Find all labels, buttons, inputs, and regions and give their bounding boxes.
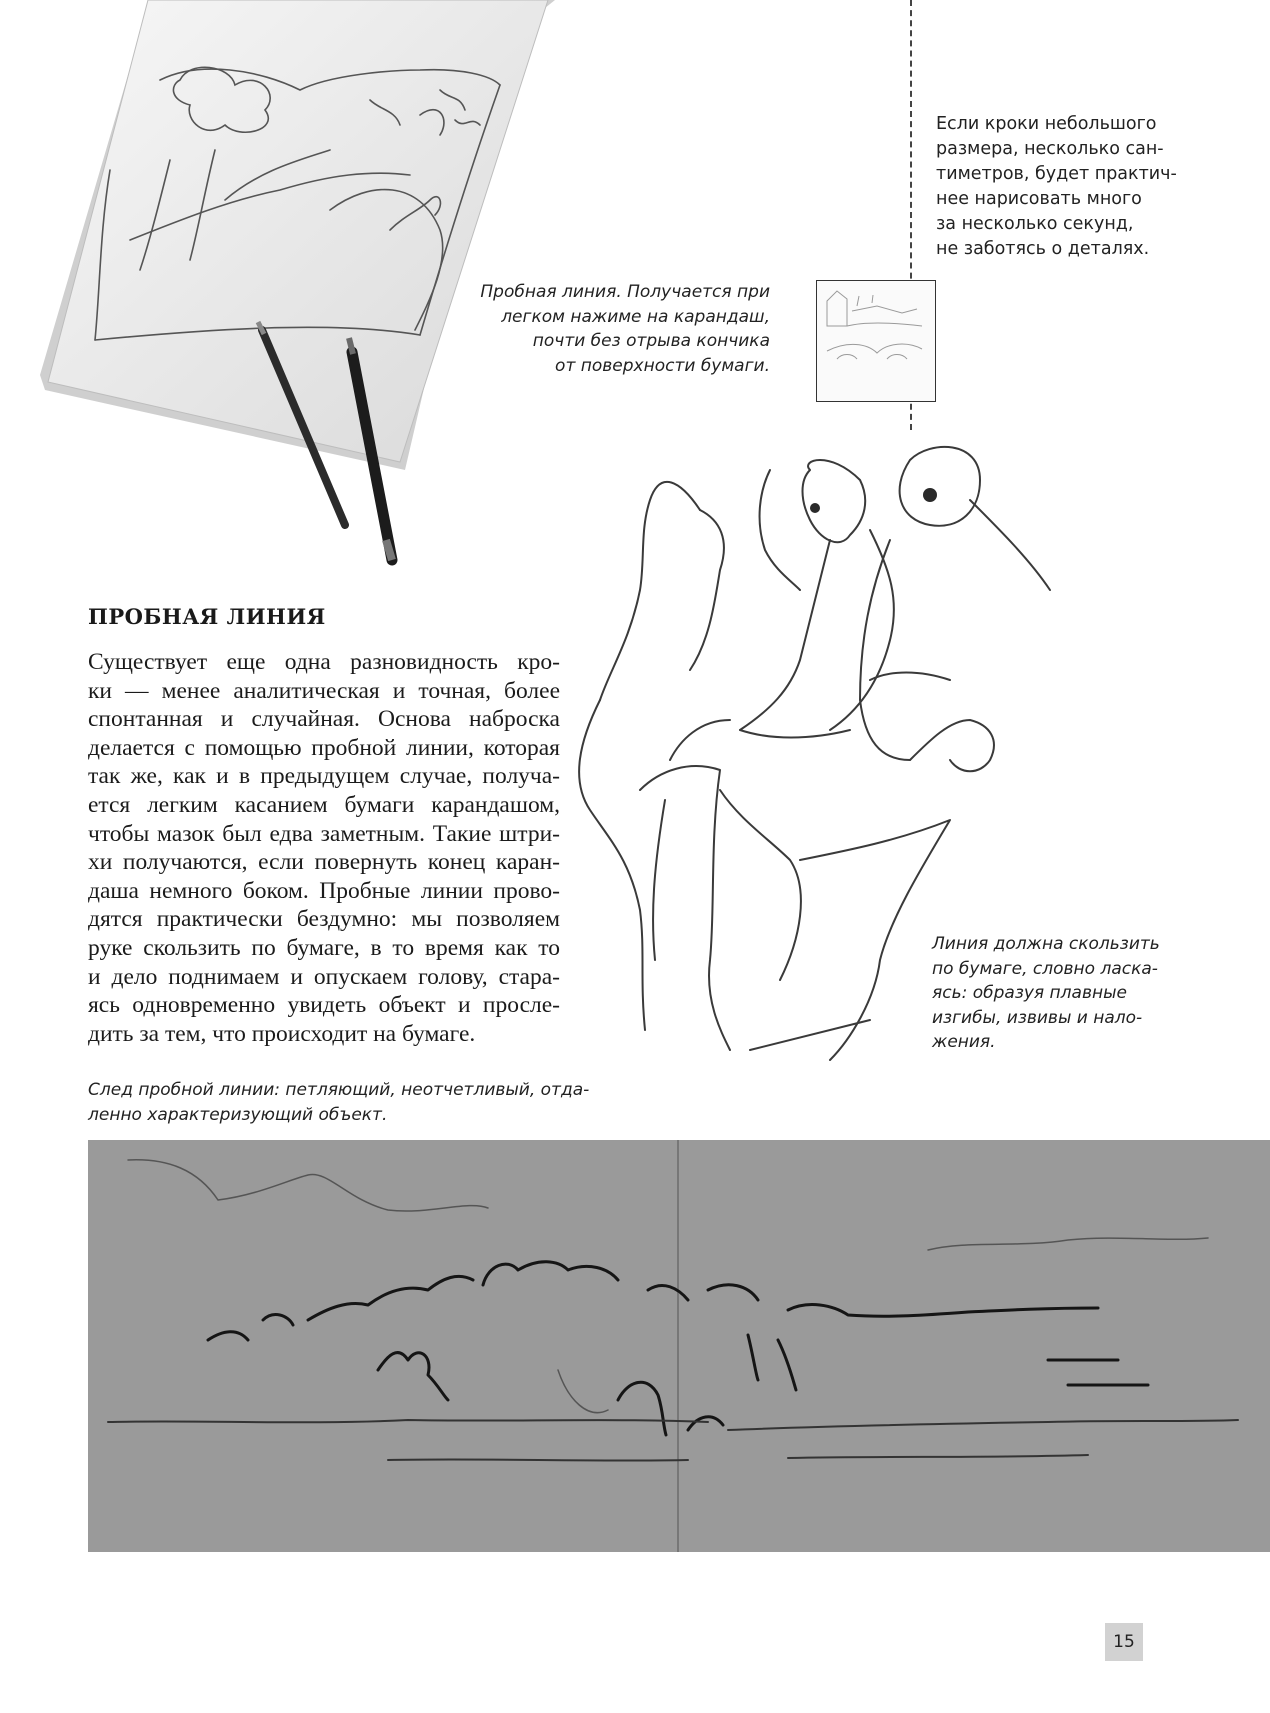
body-line: делается с помощью пробной линии, которая (88, 734, 560, 761)
caption-line: легком нажиме на карандаш, (501, 306, 770, 327)
caption-line: жения. (932, 1032, 996, 1052)
caption-line: от поверхности бумаги. (555, 355, 770, 376)
body-line: чтобы мазок был едва заметным. Такие штри- (88, 820, 560, 847)
body-line: Существует еще одна разновидность кро- (88, 649, 560, 675)
caption-line: ясь: образуя плавные (932, 983, 1127, 1003)
side-note-line: нее нарисовать много (936, 189, 1142, 209)
body-line: и дело поднимаем и опускаем голову, стара- (88, 963, 560, 990)
side-note (936, 112, 1177, 262)
caption-line: почти без отрыва кончика (532, 331, 770, 351)
thumbnail-sketch (816, 280, 936, 402)
body-line: дить за тем, что происходит на бумаге. (88, 1020, 476, 1047)
side-note-line: за несколько секунд, (936, 214, 1134, 234)
caption-line: Пробная линия. Получается при (480, 282, 770, 302)
caption-landscape (88, 1078, 588, 1127)
side-note-line: Если кроки небольшого (936, 114, 1157, 134)
caption-trial-line (470, 280, 770, 378)
caption-figures (932, 932, 1172, 1055)
body-line: хи получаются, если повернуть конец каран- (88, 849, 560, 876)
caption-line: Линия должна скользить (932, 934, 1160, 954)
caption-line: ленно характеризующий объект. (88, 1104, 388, 1125)
body-line: даша немного боком. Пробные линии прово- (88, 877, 560, 904)
body-line: ется легким касанием бумаги карандашом, (88, 791, 560, 818)
page-number: 15 (1105, 1623, 1143, 1661)
section-title: ПРОБНАЯ ЛИНИЯ (88, 604, 326, 629)
side-note-line: не заботясь о деталях. (936, 239, 1150, 259)
body-line: ясь одновременно увидеть объект и просле- (88, 992, 560, 1019)
caption-line: След пробной линии: петляющий, неотчетливый, отда- (88, 1080, 590, 1100)
body-line: дятся практически бездумно: мы позволяем (88, 906, 560, 933)
landscape-sketch (88, 1140, 1270, 1552)
caption-line: изгибы, извивы и нало- (932, 1007, 1143, 1028)
body-paragraph (88, 648, 560, 1048)
body-line: руке скользить по бумаге, в то время как то (88, 934, 560, 961)
side-note-line: размера, несколько сан- (936, 139, 1164, 159)
body-line: ки — менее аналитическая и точная, более (88, 677, 560, 704)
caption-line: по бумаге, словно ласка- (932, 958, 1158, 979)
body-line: так же, как и в предыдущем случае, получа- (88, 763, 560, 790)
side-note-line: тиметров, будет практич- (936, 164, 1177, 184)
body-line: спонтанная и случайная. Основа наброска (88, 706, 560, 733)
